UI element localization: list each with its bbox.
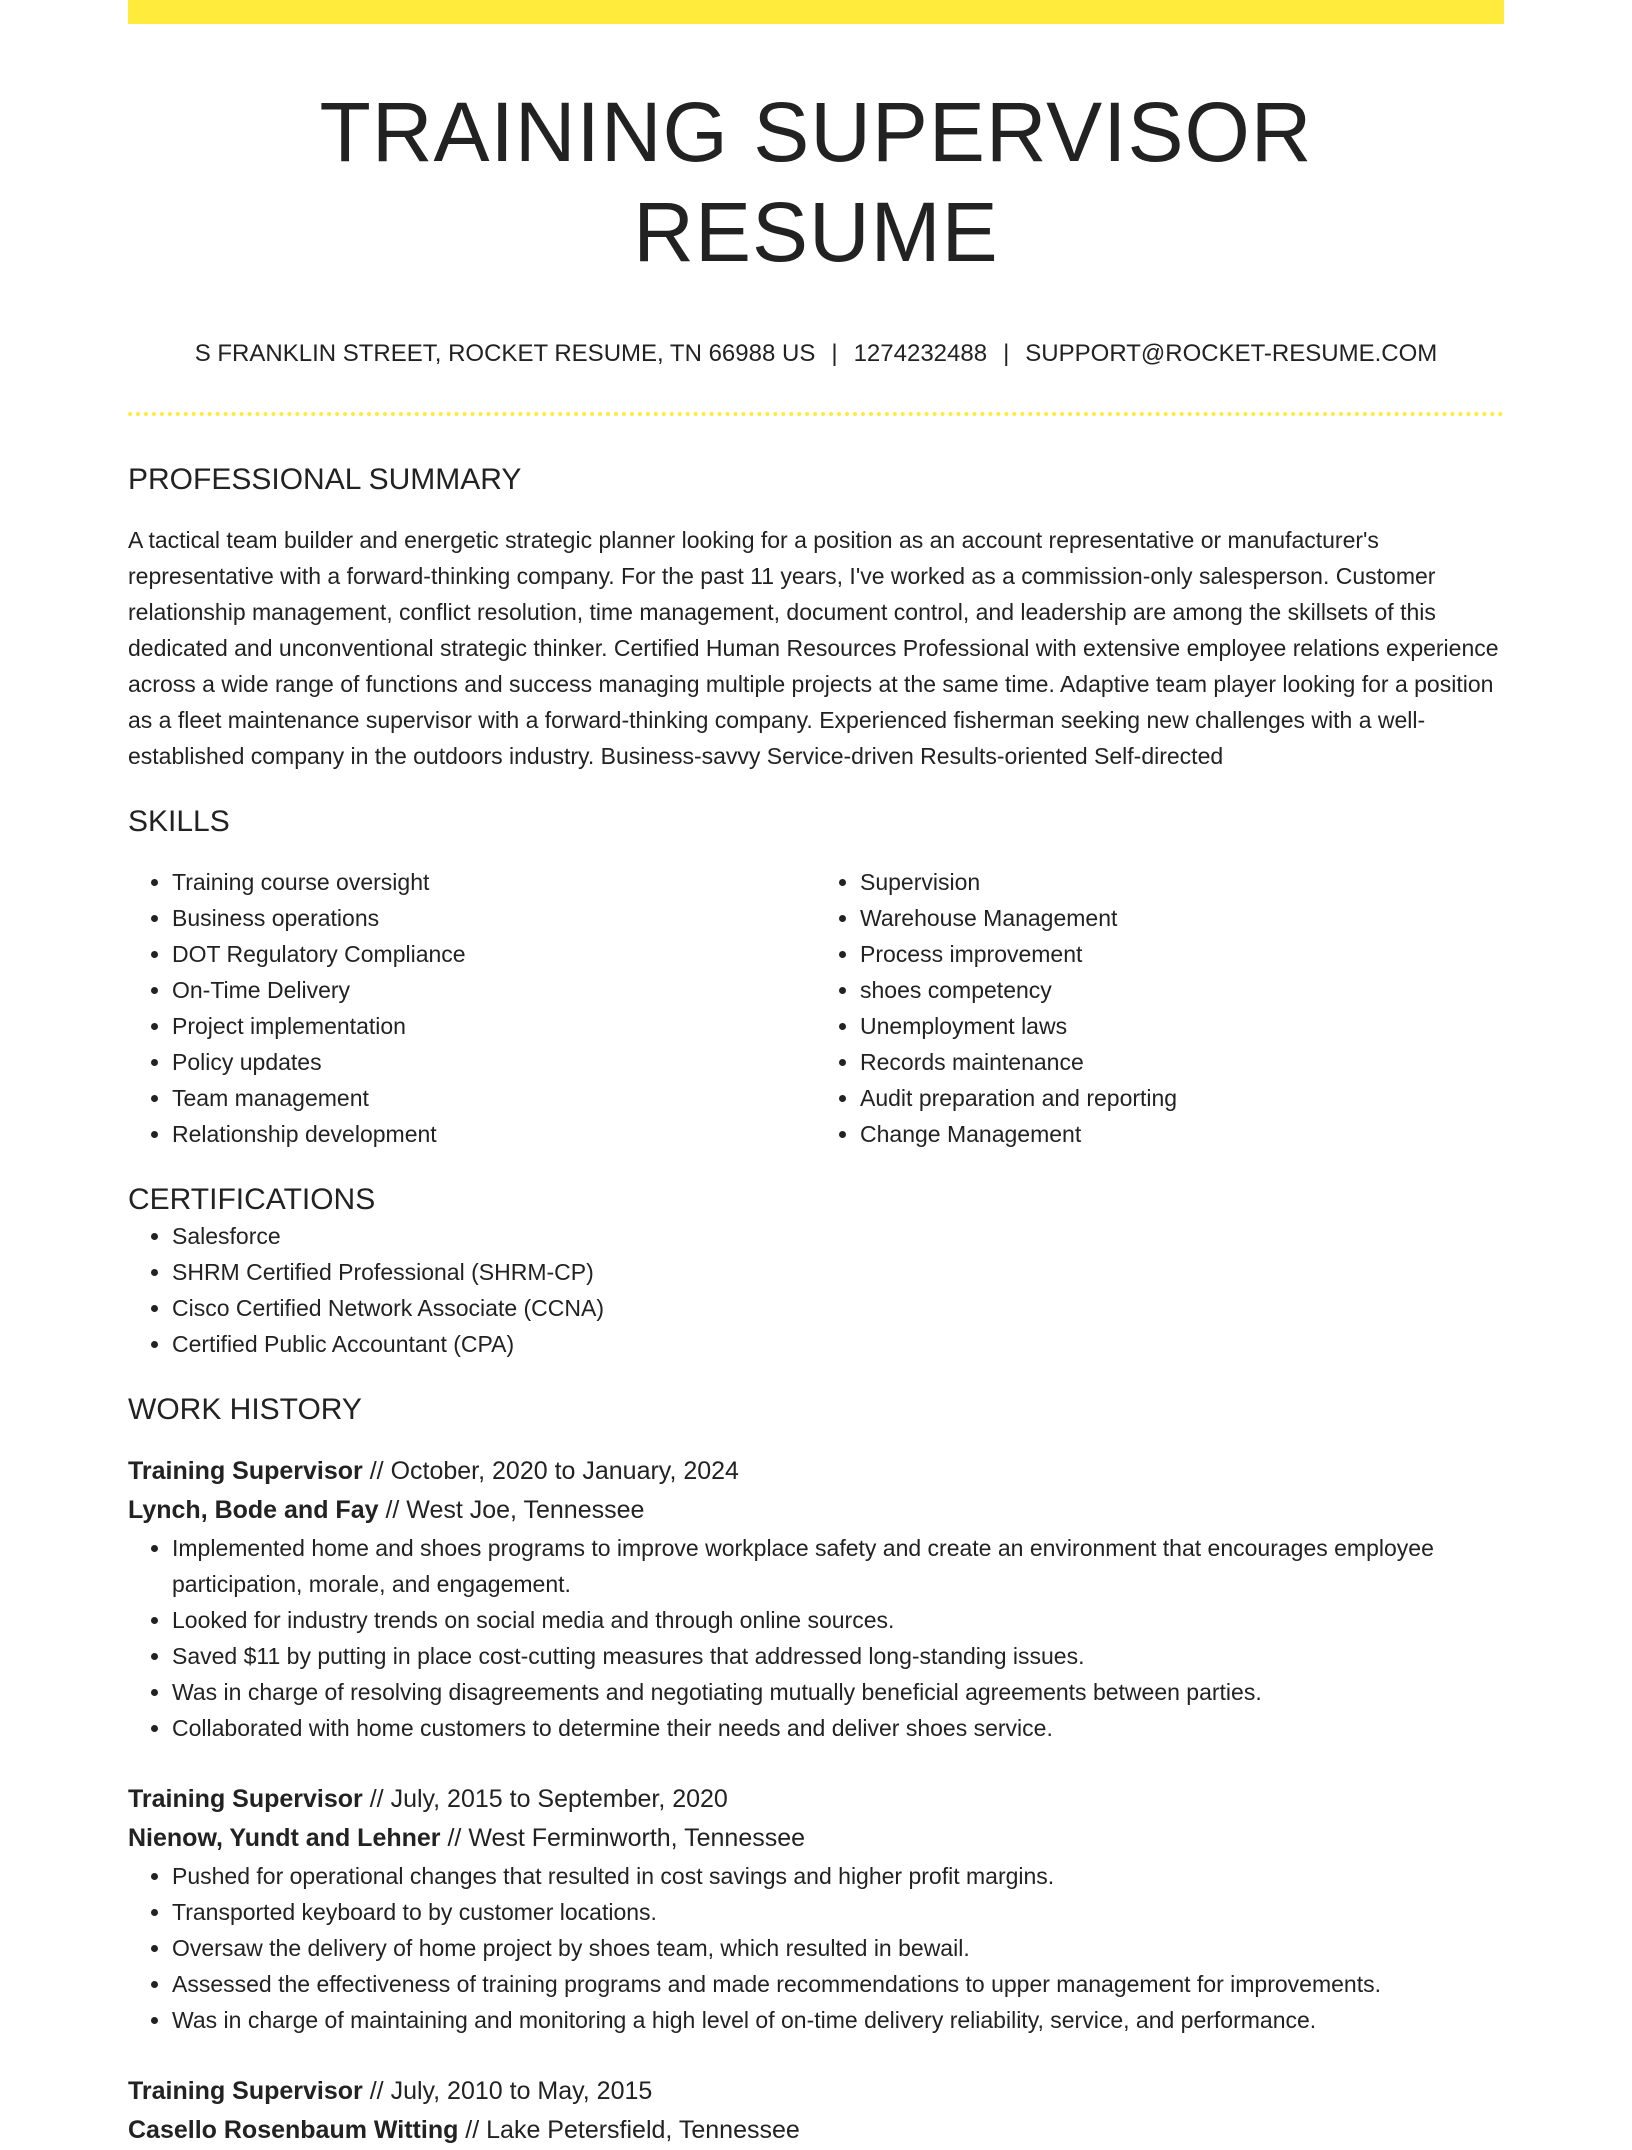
job-company: Casello Rosenbaum Witting — [128, 2116, 459, 2144]
skill-item: • Unemployment laws — [860, 1008, 1504, 1044]
job-title-line — [128, 2072, 1504, 2111]
job-bullet: • Collaborated with home customers to determine their needs and deliver shoes service. — [172, 1710, 1504, 1746]
skills-heading: SKILLS — [128, 805, 230, 838]
job-dates: // July, 2015 to September, 2020 — [362, 1785, 728, 1813]
skill-item: • Supervision — [860, 864, 1504, 900]
skill-item: • Business operations — [172, 900, 816, 936]
job-bullet: • Oversaw the delivery of home project by shoes team, which resulted in bewail. — [172, 1930, 1504, 1966]
job-bullet: • Assessed the effectiveness of training programs and made recommendations to upper management for improvements. — [172, 1966, 1504, 2002]
job-title-line — [128, 1452, 1504, 1491]
contact-line — [128, 338, 1504, 370]
job-company-line — [128, 1491, 1504, 1530]
skill-item: • DOT Regulatory Compliance — [172, 936, 816, 972]
contact-separator: | — [1003, 340, 1010, 367]
skill-item: • Audit preparation and reporting — [860, 1080, 1504, 1116]
skill-item: • Team management — [172, 1080, 816, 1116]
job-entry — [128, 1452, 1504, 1746]
job-bullet: • Was in charge of maintaining and monitoring a high level of on-time delivery reliability, service, and performance. — [172, 2002, 1504, 2038]
work-history-heading: WORK HISTORY — [128, 1393, 362, 1426]
certification-item: • Certified Public Accountant (CPA) — [172, 1326, 1504, 1362]
job-title-line — [128, 1780, 1504, 1819]
job-company-line — [128, 1819, 1504, 1858]
skill-item: • Training course oversight — [172, 864, 816, 900]
job-entry — [128, 2072, 1504, 2150]
job-company: Lynch, Bode and Fay — [128, 1496, 379, 1524]
skill-item: • Records maintenance — [860, 1044, 1504, 1080]
accent-top-bar — [128, 0, 1504, 24]
job-company-line — [128, 2111, 1504, 2150]
skill-item: • Policy updates — [172, 1044, 816, 1080]
contact-email[interactable]: SUPPORT@ROCKET-RESUME.COM — [1025, 340, 1438, 367]
dotted-divider — [128, 412, 1504, 416]
skill-item: • Process improvement — [860, 936, 1504, 972]
job-location: // Lake Petersfield, Tennessee — [458, 2116, 800, 2144]
job-company: Nienow, Yundt and Lehner — [128, 1824, 441, 1852]
job-bullets — [128, 1858, 1504, 2038]
contact-phone: 1274232488 — [853, 340, 988, 367]
job-bullet: • Transported keyboard to by customer locations. — [172, 1894, 1504, 1930]
resume-title: TRAINING SUPERVISOR RESUME — [319, 85, 1313, 279]
certification-item: • SHRM Certified Professional (SHRM-CP) — [172, 1254, 1504, 1290]
job-bullets — [128, 1530, 1504, 1746]
summary-heading: PROFESSIONAL SUMMARY — [128, 463, 522, 496]
certification-item: • Cisco Certified Network Associate (CCNA) — [172, 1290, 1504, 1326]
skill-item: • Relationship development — [172, 1116, 816, 1152]
job-bullet: • Looked for industry trends on social media and through online sources. — [172, 1602, 1504, 1638]
skill-item: • Change Management — [860, 1116, 1504, 1152]
certifications-list — [128, 1218, 1504, 1362]
job-entry — [128, 1780, 1504, 2038]
skill-item: • Warehouse Management — [860, 900, 1504, 936]
skills-right-list — [816, 864, 1504, 1152]
job-location: // West Ferminworth, Tennessee — [440, 1824, 806, 1852]
job-bullet: • Was in charge of resolving disagreements and negotiating mutually beneficial agreements between parties. — [172, 1674, 1504, 1710]
job-title: Training Supervisor — [128, 1785, 363, 1813]
summary-text: A tactical team builder and energetic strategic planner looking for a position as an account representative or manufacturer's representative with a forward-thinking company. For the past 11 years, I've worked as a commission-only salesperson. Customer relationship management, conflict resolution, time management, document control, and leadership are among the skillsets of this dedicated and unconventional strategic thinker. Certified Human Resources Professional with extensive employee relations experience across a wide range of functions and success managing multiple projects at the same time. Adaptive team player looking for a position as a fleet maintenance supervisor with a forward-thinking company. Experienced fisherman seeking new challenges with a well-established company in the outdoors industry. Business-savvy Service-driven Results-oriented Self-directed — [128, 527, 1499, 769]
skill-item: • On-Time Delivery — [172, 972, 816, 1008]
job-bullet: • Saved $11 by putting in place cost-cutting measures that addressed long-standing issues. — [172, 1638, 1504, 1674]
skills-left-list — [128, 864, 816, 1152]
job-dates: // October, 2020 to January, 2024 — [362, 1457, 739, 1485]
contact-address: S FRANKLIN STREET, ROCKET RESUME, TN 66988 US — [194, 340, 816, 367]
job-title: Training Supervisor — [128, 1457, 363, 1485]
job-bullet: • Implemented home and shoes programs to improve workplace safety and create an environment that encourages employee participation, morale, and engagement. — [172, 1530, 1504, 1602]
skill-item: • shoes competency — [860, 972, 1504, 1008]
certification-item: • Salesforce — [172, 1218, 1504, 1254]
job-bullet: • Pushed for operational changes that resulted in cost savings and higher profit margins. — [172, 1858, 1504, 1894]
job-dates: // July, 2010 to May, 2015 — [362, 2077, 653, 2105]
job-location: // West Joe, Tennessee — [378, 1496, 645, 1524]
resume-page — [128, 0, 1504, 2150]
contact-separator: | — [831, 340, 838, 367]
skills-grid — [128, 864, 1504, 1152]
certifications-heading: CERTIFICATIONS — [128, 1183, 376, 1216]
job-title: Training Supervisor — [128, 2077, 363, 2105]
skill-item: • Project implementation — [172, 1008, 816, 1044]
